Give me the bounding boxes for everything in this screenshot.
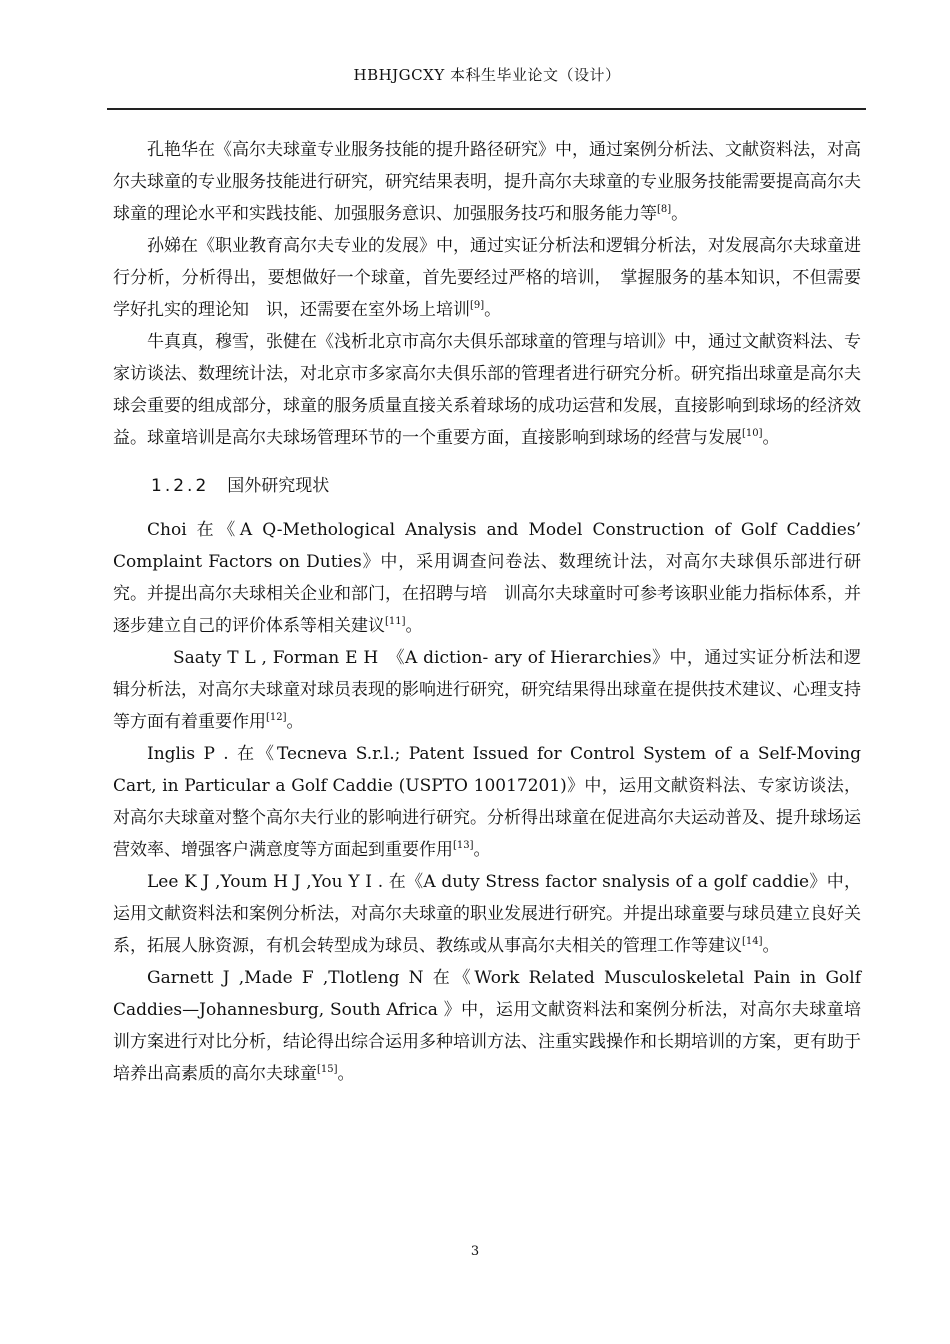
citation-ref: [12] <box>266 712 287 723</box>
citation-ref: [14] <box>742 936 763 947</box>
paragraph <box>113 738 861 866</box>
paragraph-text: Saaty T L , Forman E H 《A diction- ary of Hierarchies》中，通过实证分析法和逻辑分析法，对高尔夫球童对球员表现的影响进行研究，研究结果得出球童在提供技术建议、心理支持等方面有着重要作用 <box>113 648 861 732</box>
paragraph-text: 孙娣在《职业教育高尔夫专业的发展》中，通过实证分析法和逻辑分析法，对发展高尔夫球童进行分析，分析得出，要想做好一个球童，首先要经过严格的培训， 掌握服务的基本知识，不但需要学好扎实的理论知 识，还需要在室外场上培训 <box>113 236 861 320</box>
paragraph <box>113 962 861 1090</box>
paragraph-end: 。 <box>762 936 780 956</box>
paragraph-end: 。 <box>405 616 423 636</box>
paragraph-end: 。 <box>671 204 689 224</box>
paragraph-text: 牛真真，穆雪，张健在《浅析北京市高尔夫俱乐部球童的管理与培训》中，通过文献资料法、专家访谈法、数理统计法，对北京市多家高尔夫俱乐部的管理者进行研究分析。研究指出球童是高尔夫球会重要的组成部分，球童的服务质量直接关系着球场的成功运营和发展，直接影响到球场的经济效益。球童培训是高尔夫球场管理环节的一个重要方面，直接影响到球场的经营与发展 <box>113 332 861 448</box>
citation-ref: [9] <box>470 300 485 311</box>
paragraph-text: Lee K J ,Youm H J ,You Y I . 在《A duty Stress factor snalysis of a golf caddie》中，运用文献资料法和案例分析法，对高尔夫球童的职业发展进行研究。并提出球童要与球员建立良好关系，拓展人脉资源，有机会转型成为球员、教练或从事高尔夫相关的管理工作等建议 <box>113 872 861 956</box>
paragraph-end: 。 <box>762 428 780 448</box>
page-number: 3 <box>470 1244 480 1259</box>
section-title: 国外研究现状 <box>227 476 330 496</box>
paragraph-end: 。 <box>473 840 491 860</box>
page-header: HBHJGCXY 本科生毕业论文（设计） <box>353 66 621 84</box>
paragraph-end: 。 <box>337 1064 355 1084</box>
section-number: 1.2.2 <box>151 476 210 496</box>
section-heading <box>151 472 861 500</box>
paragraph-text: Inglis P . 在《Tecneva S.r.l.; Patent Issued for Control System of a Self-Moving Cart, in Particular a Golf Caddie (USPTO 10017201)》中，运用文献资料法、专家访谈法，对高尔夫球童对整个高尔夫行业的影响进行研究。分析得出球童在促进高尔夫运动普及、提升球场运营效率、增强客户满意度等方面起到重要作用 <box>113 744 861 860</box>
citation-ref: [10] <box>742 428 763 439</box>
citation-ref: [8] <box>657 204 672 215</box>
paragraph <box>113 642 861 738</box>
paragraph-text: 孔艳华在《高尔夫球童专业服务技能的提升路径研究》中，通过案例分析法、文献资料法，对高尔夫球童的专业服务技能进行研究，研究结果表明，提升高尔夫球童的专业服务技能需要提高高尔夫球童的理论水平和实践技能、加强服务意识、加强服务技巧和服务能力等 <box>113 140 861 224</box>
citation-ref: [11] <box>385 616 406 627</box>
paragraph <box>113 230 861 326</box>
paragraph-text: Choi 在《A Q-Methological Analysis and Model Construction of Golf Caddies’ Complaint Factors on Duties》中，采用调查问卷法、数理统计法，对高尔夫球俱乐部进行研究。并提出高尔夫球相关企业和部门，在招聘与培 训高尔夫球童时可参考该职业能力指标体系，并逐步建立自己的评价体系等相关建议 <box>113 520 861 636</box>
paragraph-end: 。 <box>286 712 304 732</box>
paragraph <box>113 326 861 454</box>
paragraph <box>113 134 861 230</box>
citation-ref: [13] <box>453 840 474 851</box>
paragraph-end: 。 <box>484 300 502 320</box>
header-divider <box>107 108 866 110</box>
document-body <box>113 134 861 1090</box>
paragraph-text: Garnett J ,Made F ,Tlotleng N 在《Work Related Musculoskeletal Pain in Golf Caddies—Johannesburg, South Africa 》中，运用文献资料法和案例分析法，对高尔夫球童培训方案进行对比分析，结论得出综合运用多种培训方法、注重实践操作和长期培训的方案，更有助于培养出高素质的高尔夫球童 <box>113 968 861 1084</box>
citation-ref: [15] <box>317 1064 338 1075</box>
paragraph <box>113 866 861 962</box>
paragraph <box>113 514 861 642</box>
